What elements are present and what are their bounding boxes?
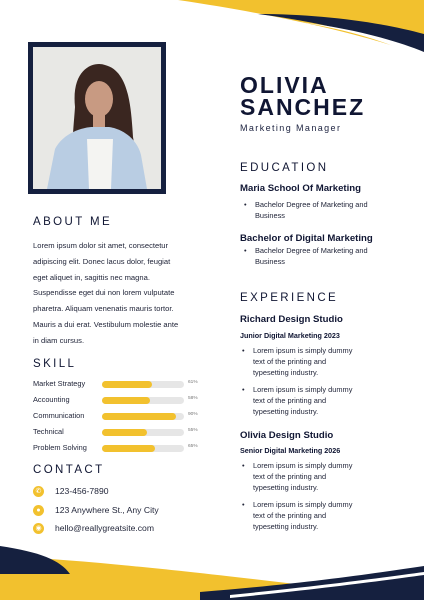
list-item: • Lorem ipsum is simply dummy text of the printing and typesetting industry.	[240, 460, 360, 494]
experience-position: Senior Digital Marketing 2026	[240, 446, 341, 455]
experience-heading: EXPERIENCE	[240, 292, 339, 304]
education-bullets	[242, 199, 372, 221]
about-line: Suspendisse eget dui non lorem vulputate	[33, 288, 175, 298]
experience-company: Richard Design Studio	[240, 314, 343, 325]
list-item: • Bachelor Degree of Marketing and Business	[242, 199, 372, 221]
about-heading: ABOUT ME	[33, 216, 113, 228]
about-line: Mauris a dui erat. Vestibulum molestie ante	[33, 319, 179, 329]
skill-row	[33, 395, 203, 407]
education-heading: EDUCATION	[240, 162, 329, 174]
skill-bar-track	[102, 397, 184, 404]
education-bullets	[242, 245, 372, 267]
skill-percent: 58%	[188, 396, 198, 401]
skill-percent: 55%	[188, 428, 198, 433]
skill-label: Market Strategy	[33, 379, 86, 388]
skill-bar-fill	[102, 397, 150, 404]
skill-label: Communication	[33, 411, 85, 420]
skill-row	[33, 411, 203, 423]
about-line: in diam cursus.	[33, 335, 85, 345]
location-pin-icon: ●	[33, 505, 44, 516]
experience-bullets	[240, 460, 360, 532]
about-line: eget aliquet in, sagittis nec magna.	[33, 272, 150, 282]
skill-bar-track	[102, 445, 184, 452]
about-text	[33, 238, 203, 349]
experience-position: Junior Digital Marketing 2023	[240, 331, 340, 340]
profile-photo	[33, 47, 161, 189]
about-line: pharetra. Aliquam venenatis mauris tortor.	[33, 304, 174, 314]
skill-bar-fill	[102, 445, 155, 452]
globe-icon: ◉	[33, 523, 44, 534]
education-school: Maria School Of Marketing	[240, 183, 362, 194]
skill-bar-track	[102, 413, 184, 420]
contact-heading: CONTACT	[33, 464, 105, 476]
skill-row	[33, 427, 203, 439]
skill-heading: SKILL	[33, 358, 77, 370]
list-item: • Lorem ipsum is simply dummy text of the printing and typesetting industry.	[240, 384, 360, 418]
list-item: • Lorem ipsum is simply dummy text of the printing and typesetting industry.	[240, 345, 360, 379]
skill-label: Problem Solving	[33, 443, 87, 452]
skill-bar-track	[102, 381, 184, 388]
experience-company: Olivia Design Studio	[240, 430, 334, 441]
portrait-illustration	[33, 47, 161, 189]
skill-bar-fill	[102, 413, 176, 420]
contact-web	[33, 523, 203, 537]
skill-bar-fill	[102, 429, 147, 436]
email-link[interactable]: hello@reallygreatsite.com	[55, 523, 155, 533]
skill-row	[33, 443, 203, 455]
skill-percent: 90%	[188, 412, 198, 417]
name-first: OLIVIA	[240, 72, 329, 98]
education-school: Bachelor of Digital Marketing	[240, 233, 373, 244]
contact-address	[33, 505, 203, 519]
phone-icon: ✆	[33, 486, 44, 497]
skill-label: Accounting	[33, 395, 70, 404]
skill-label: Technical	[33, 427, 64, 436]
candidate-name	[240, 74, 365, 118]
contact-phone	[33, 486, 203, 500]
phone-text: 123-456-7890	[55, 486, 109, 496]
address-text: 123 Anywhere St., Any City	[55, 505, 159, 515]
skill-percent: 61%	[188, 380, 198, 385]
name-last: SANCHEZ	[240, 94, 366, 120]
list-item: • Bachelor Degree of Marketing and Business	[242, 245, 372, 267]
about-line: Lorem ipsum dolor sit amet, consectetur	[33, 241, 169, 250]
about-line: adipiscing elit. Donec lacus dolor, feugiat	[33, 256, 171, 266]
profile-photo-frame	[28, 42, 166, 194]
skill-bar-fill	[102, 381, 152, 388]
skill-percent: 65%	[188, 444, 198, 449]
list-item: • Lorem ipsum is simply dummy text of the printing and typesetting industry.	[240, 499, 360, 533]
skill-row	[33, 379, 203, 391]
skill-bar-track	[102, 429, 184, 436]
job-title: Marketing Manager	[240, 123, 342, 133]
experience-bullets	[240, 345, 360, 417]
